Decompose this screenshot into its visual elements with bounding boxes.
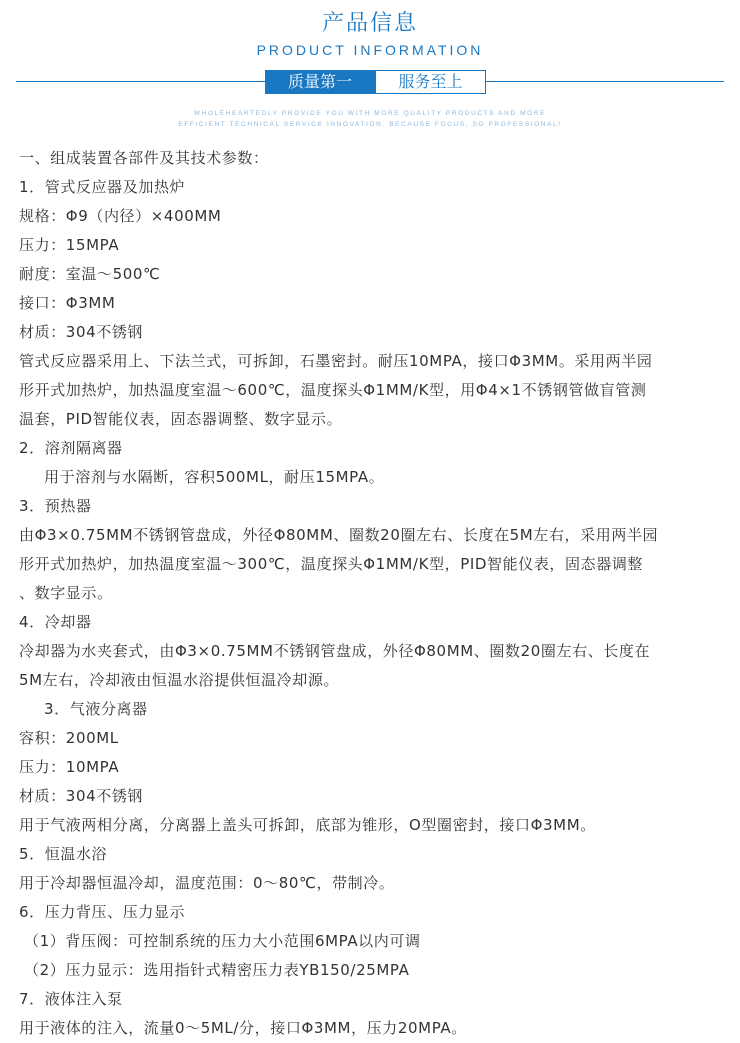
item-heading: 1．管式反应器及加热炉: [19, 178, 186, 196]
slogan-line-1: WHOLEHEARTEDLY PROVIDE YOU WITH MORE QUALITY PRODUCTS AND MORE: [193, 110, 547, 117]
item-heading: 3．预热器: [19, 497, 92, 515]
spec-content: [19, 144, 731, 1043]
spec-line: 压力：15MPA: [19, 236, 120, 254]
description-line: 由Φ3×0.75MM不锈钢管盘成，外径Φ80MM、圈数20圈左右、长度在5M左右，采用两半园: [19, 526, 659, 544]
description-line: 管式反应器采用上、下法兰式，可拆卸，石墨密封。耐压10MPA，接口Φ3MM。采用两半园: [19, 352, 653, 370]
item-heading: 7．液体注入泵: [19, 990, 123, 1008]
spec-line: 容积：200ML: [19, 729, 119, 747]
spec-line: （1）背压阀：可控制系统的压力大小范围6MPA以内可调: [24, 932, 421, 950]
spec-line: 压力：10MPA: [19, 758, 120, 776]
description-line: 、数字显示。: [19, 584, 113, 602]
item-heading: 2．溶剂隔离器: [19, 439, 123, 457]
description-line: 用于溶剂与水隔断，容积500ML，耐压15MPA。: [44, 468, 385, 486]
item-heading: 6．压力背压、压力显示: [19, 903, 186, 921]
spec-line: 材质：304不锈钢: [19, 787, 144, 805]
spec-line: （2）压力显示：选用指针式精密压力表YB150/25MPA: [24, 961, 410, 979]
description-line: 形开式加热炉，加热温度室温～600℃，温度探头Φ1MM/K型，用Φ4×1不锈钢管做盲管测: [19, 381, 647, 399]
description-line: 温套，PID智能仪表，固态器调整、数字显示。: [19, 410, 343, 428]
description-line: 用于气液两相分离，分离器上盖头可拆卸，底部为锥形，O型圈密封，接口Φ3MM。: [19, 816, 596, 834]
description-line: 形开式加热炉，加热温度室温～300℃，温度探头Φ1MM/K型，PID智能仪表，固态器调整: [19, 555, 644, 573]
item-heading: 3．气液分离器: [44, 700, 148, 718]
quality-badge: 质量第一: [265, 70, 375, 94]
spec-line: 材质：304不锈钢: [19, 323, 144, 341]
service-badge: 服务至上: [375, 70, 486, 94]
item-heading: 4．冷却器: [19, 613, 92, 631]
section-heading: 一、组成装置各部件及其技术参数：: [19, 149, 269, 167]
spec-line: 规格：Φ9（内径）×400MM: [19, 207, 222, 225]
page-subtitle: PRODUCT INFORMATION: [256, 42, 484, 58]
description-line: 冷却器为水夹套式，由Φ3×0.75MM不锈钢管盘成，外径Φ80MM、圈数20圈左右、长度在: [19, 642, 651, 660]
item-heading: 5．恒温水浴: [19, 845, 108, 863]
spec-line: 接口：Φ3MM: [19, 294, 116, 312]
spec-line: 耐度：室温～500℃: [19, 265, 161, 283]
slogan-line-2: EFFICIENT TECHNICAL SERVICE INNOVATION. BECAUSE FOCUS, SO PROFESSIONAL!: [178, 121, 562, 128]
page-title: 产品信息: [321, 11, 418, 36]
description-line: 用于冷却器恒温冷却，温度范围：0～80℃，带制冷。: [19, 874, 395, 892]
description-line: 5M左右，冷却液由恒温水浴提供恒温冷却源。: [19, 671, 340, 689]
description-line: 用于液体的注入，流量0～5ML/分，接口Φ3MM，压力20MPA。: [19, 1019, 467, 1037]
